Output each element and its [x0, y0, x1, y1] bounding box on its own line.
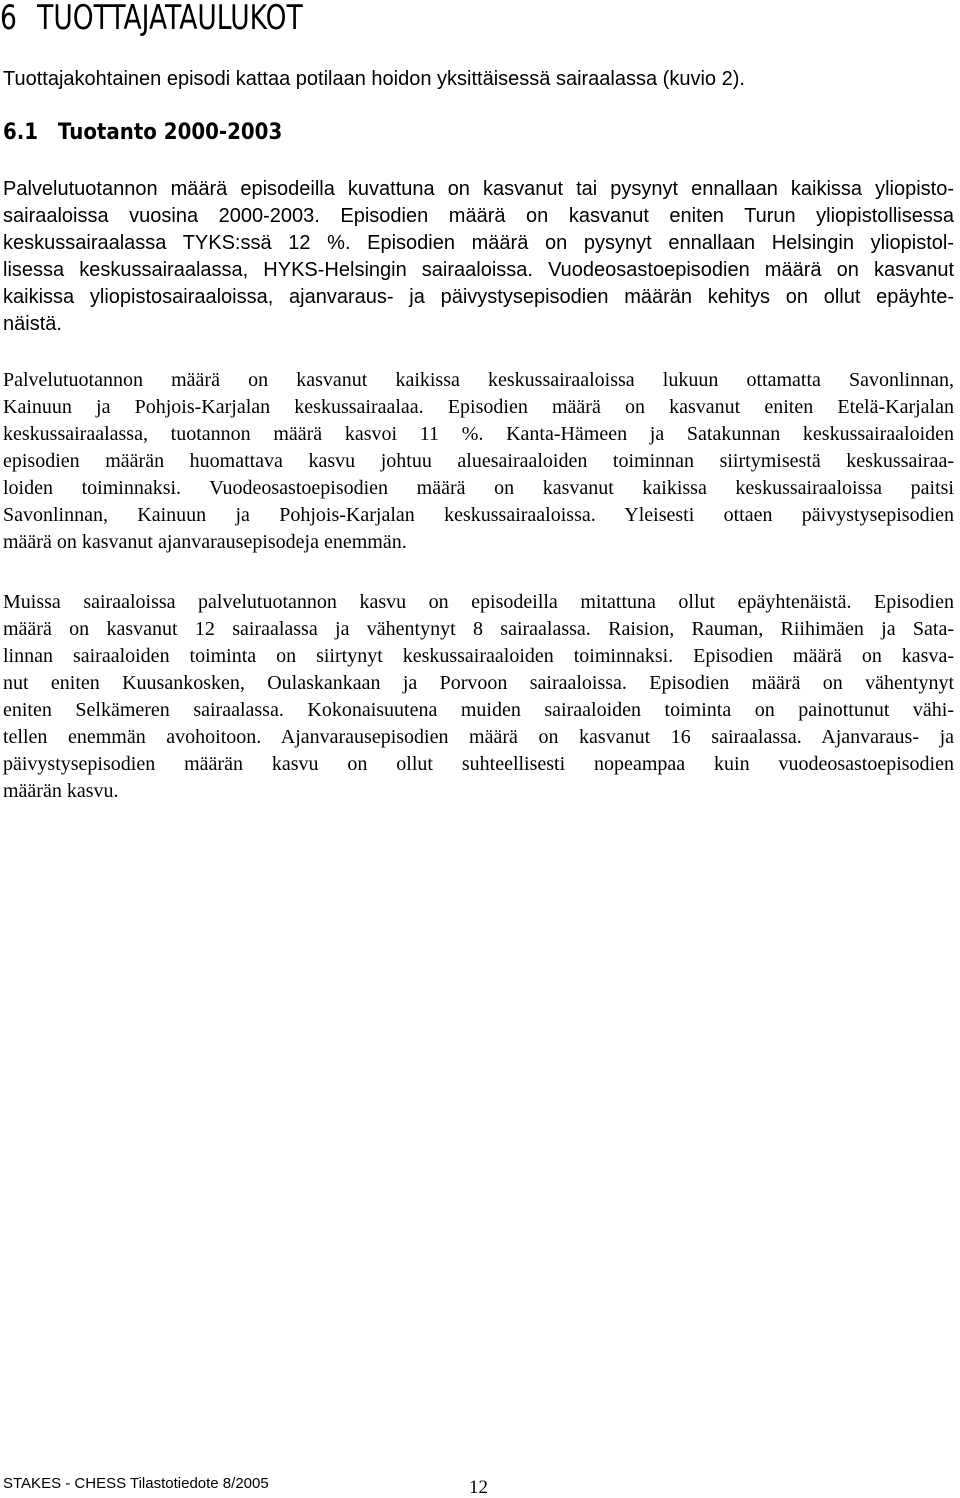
- paragraph-line: määrä on kasvanut ajanvarausepisodeja enemmän.: [3, 531, 407, 553]
- paragraph-line: eniten Selkämeren sairaalassa. Kokonaisuutena muiden sairaaloiden toiminta on painottunut vähi-: [3, 699, 954, 721]
- paragraph-production-other-hospitals: [3, 589, 954, 805]
- section-number: 6.1: [3, 120, 39, 145]
- footer-page-number: 12: [469, 1477, 488, 1498]
- chapter-title-text: TUOTTAJATAULUKOT: [37, 0, 303, 38]
- paragraph-line: keskussairaalassa TYKS:ssä 12 %. Episodien määrä on pysynyt ennallaan Helsingin yliopistol-: [3, 232, 954, 254]
- paragraph-production-central-hospitals: [3, 367, 954, 556]
- paragraph-line: päivystysepisodien määrän kasvu on ollut suhteellisesti nopeampaa kuin vuodeosastoepisodien: [3, 753, 954, 775]
- paragraph-line: Kainuun ja Pohjois-Karjalan keskussairaalaa. Episodien määrä on kasvanut eniten Etelä-Karjalan: [3, 396, 954, 418]
- paragraph-line: sairaaloissa vuosina 2000-2003. Episodien määrä on kasvanut eniten Turun yliopistollisessa: [3, 205, 954, 227]
- paragraph-line: tellen enemmän avohoitoon. Ajanvarausepisodien määrä on kasvanut 16 sairaalassa. Ajanvaraus- ja: [3, 726, 954, 748]
- paragraph-line: määrän kasvu.: [3, 780, 119, 802]
- paragraph-line: Palvelutuotannon määrä on kasvanut kaikissa keskussairaaloissa lukuun ottamatta Savonlinnan,: [3, 369, 954, 391]
- section-title: Tuotanto 2000-2003: [57, 120, 283, 145]
- footer-publication: STAKES - CHESS Tilastotiedote 8/2005: [3, 1475, 269, 1492]
- paragraph-line: Palvelutuotannon määrä episodeilla kuvattuna on kasvanut tai pysynyt ennallaan kaikissa yliopisto-: [3, 178, 954, 200]
- section-heading: [3, 119, 282, 147]
- paragraph-line: määrä on kasvanut 12 sairaalassa ja vähentynyt 8 sairaalassa. Raision, Rauman, Riihimäen ja Sata-: [3, 618, 954, 640]
- paragraph-line: loiden toiminnaksi. Vuodeosastoepisodien määrä on kasvanut kaikissa keskussairaaloissa paitsi: [3, 477, 954, 499]
- paragraph-line: Muissa sairaaloissa palvelutuotannon kasvu on episodeilla mitattuna ollut epäyhtenäistä. Episodien: [3, 591, 954, 613]
- paragraph-line: lisessa keskussairaalassa, HYKS-Helsingin sairaaloissa. Vuodeosastoepisodien määrä on kasvanut: [3, 259, 954, 281]
- paragraph-line: nut eniten Kuusankosken, Oulaskankaan ja Porvoon sairaaloissa. Episodien määrä on vähentynyt: [3, 672, 954, 694]
- chapter-number: 6: [0, 0, 17, 38]
- chapter-title: [0, 0, 303, 38]
- paragraph-line: Savonlinnan, Kainuun ja Pohjois-Karjalan keskussairaaloissa. Yleisesti ottaen päivystysepisodien: [3, 504, 954, 526]
- intro-paragraph: Tuottajakohtainen episodi kattaa potilaan hoidon yksittäisessä sairaalassa (kuvio 2).: [3, 68, 745, 90]
- paragraph-production-university-hospitals: [3, 176, 954, 338]
- paragraph-line: keskussairaalassa, tuotannon määrä kasvoi 11 %. Kanta-Hämeen ja Satakunnan keskussairaaloiden: [3, 423, 954, 445]
- paragraph-line: linnan sairaaloiden toiminta on siirtynyt keskussairaaloiden toiminnaksi. Episodien määrä on kasva-: [3, 645, 954, 667]
- paragraph-line: näistä.: [3, 313, 62, 335]
- paragraph-line: kaikissa yliopistosairaaloissa, ajanvaraus- ja päivystysepisodien määrän kehitys on ollut epäyhte-: [3, 286, 954, 308]
- paragraph-line: episodien määrän huomattava kasvu johtuu aluesairaaloiden toiminnan siirtymisestä keskussairaa-: [3, 450, 954, 472]
